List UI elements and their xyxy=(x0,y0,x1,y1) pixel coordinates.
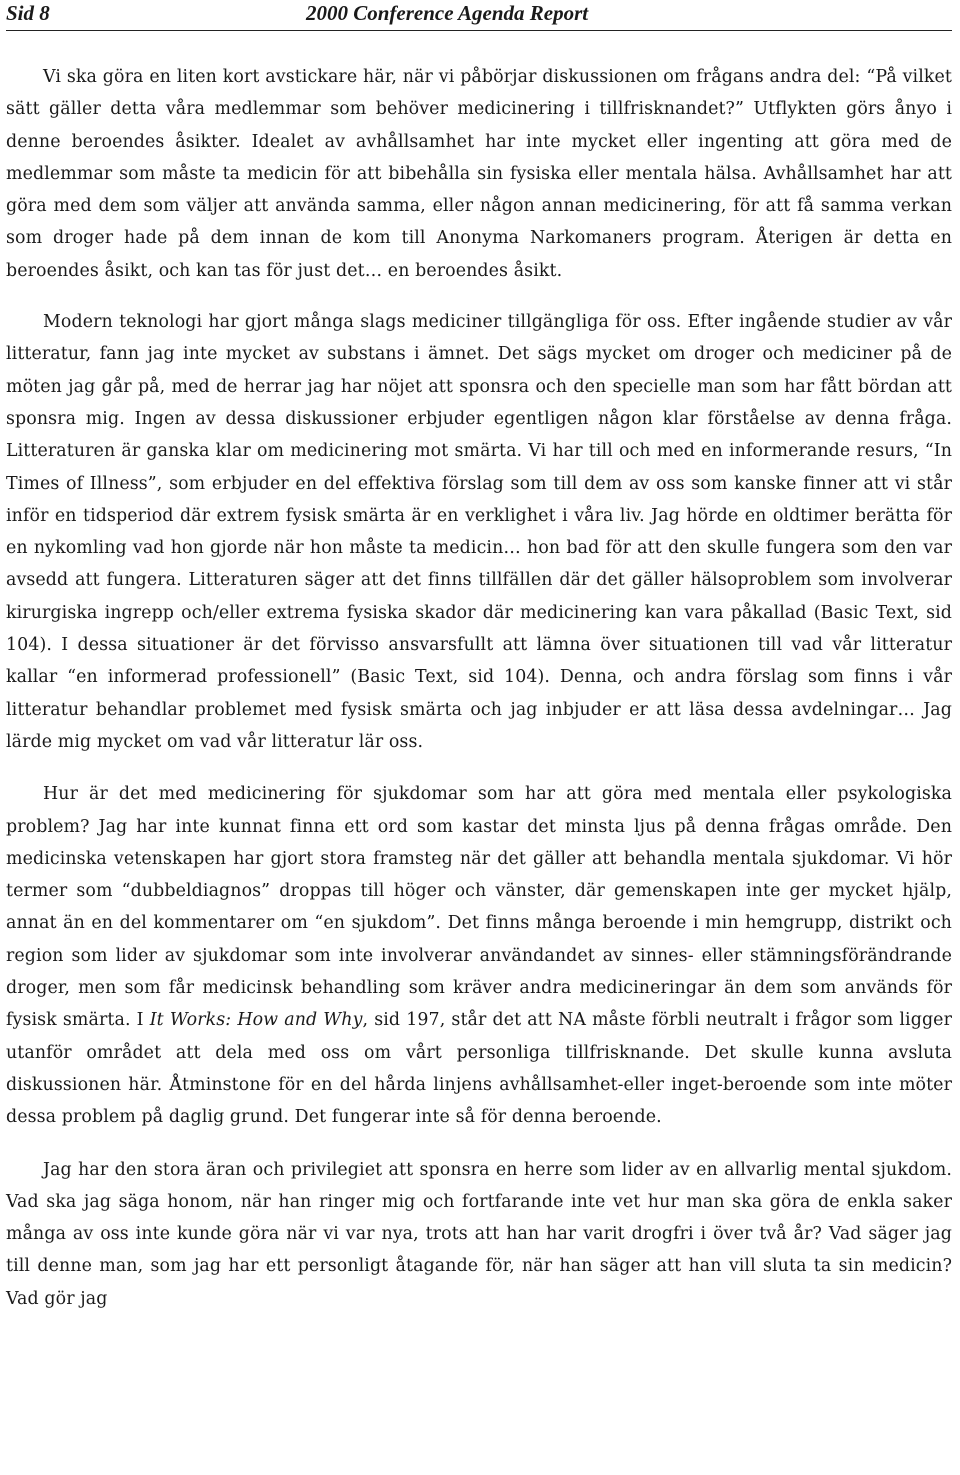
paragraph-3 xyxy=(6,778,952,1133)
page-header xyxy=(6,0,952,31)
paragraph-3-text-before: Hur är det med medicinering för sjukdomar som har att göra med mentala eller psykologiska problem? Jag har inte kunnat finna ett ord som kastar det minsta ljus på denna frågas område. Den medicinska vetenskapen har gjort stora framsteg när det gäller att behandla mentala sjukdomar. Vi hör termer som “dubbeldiagnos” droppas till höger och vänster, där gemenskapen inte ger mycket hjälp, annat än en del kommentarer om “en sjukdom”. Det finns många beroende i min hemgrupp, distrikt och region som lider av sjukdomar som inte involverar användandet av sinnes- eller stämningsförändrande droger, men som får medicinsk behandling som kräver andra medicineringar än dem som används för fysisk smärta. I xyxy=(6,784,952,1031)
paragraph-2: Modern teknologi har gjort många slags mediciner tillgängliga för oss. Efter ingående studier av vår litteratur, fann jag inte mycket av substans i ämnet. Det sägs mycket om droger och mediciner på de möten jag går på, med de herrar jag har nöjet att sponsra och den specielle man som har fått bördan att sponsra mig. Ingen av dessa diskussioner erbjuder egentligen någon klar förståelse av denna fråga. Litteraturen är ganska klar om medicinering mot smärta. Vi har till och med en informerande resurs, “In Times of Illness”, som erbjuder en del effektiva förslag som till dem av oss som kanske finner att vi står inför en tidsperiod där extrem fysisk smärta är en verklighet i våra liv. Jag hörde en oldtimer berätta för en nykomling vad hon gjorde när hon måste ta medicin… hon bad för att den skulle fungera som den var avsedd att fungera. Litteraturen säger att det finns tillfällen där det gäller hälsoproblem som involverar kirurgiska ingrepp och/eller extrema fysiska skador där medicinering kan vara påkallad (Basic Text, sid 104). I dessa situationer är det förvisso ansvarsfullt att lämna över situationen till vad vår litteratur kallar “en informerad professionell” (Basic Text, sid 104). Denna, och andra förslag som finns i vår litteratur behandlar problemet med fysisk smärta och jag inbjuder er att läsa dessa avdelningar… Jag lärde mig mycket om vad vår litteratur lär oss. xyxy=(6,312,952,752)
paragraph-4: Jag har den stora äran och privilegiet att sponsra en herre som lider av en allvarlig mental sjukdom. Vad ska jag säga honom, när han ringer mig och fortfarande inte vet hur man ska göra de enkla saker många av oss inte kunde göra när vi var nya, trots att han har varit drogfri i över två år? Vad säger jag till denne man, som jag har ett personligt åtagande för, när han säger att han vill sluta ta sin medicin? Vad gör jag xyxy=(6,1159,952,1309)
page-number: Sid 8 xyxy=(6,1,50,25)
report-title: 2000 Conference Agenda Report xyxy=(306,1,589,25)
article-body xyxy=(6,61,952,1315)
paragraph-1: Vi ska göra en liten kort avstickare här, när vi påbörjar diskussionen om frågans andra del: “På vilket sätt gäller detta våra medlemmar som behöver medicinering i tillfrisknandet?” Utflykten görs ånyo i denne beroendes åsikter. Idealet av avhållsamhet har inte mycket eller ingenting att göra med de medlemmar som måste ta medicin för att bibehålla sin fysiska eller mentala hälsa. Avhållsamhet har att göra med dem som väljer att använda samma, eller någon annan medicinering, för att få samma verkan som droger hade på dem innan de kom till Anonyma Narkomaners program. Återigen är detta en beroendes åsikt, och kan tas för just det… en beroendes åsikt. xyxy=(6,67,952,281)
book-title: It Works: How and Why xyxy=(149,1010,363,1031)
paragraph-3-text-after: , sid 197, står det att NA måste förbli neutralt i frågor som ligger utanför området att dela med oss om vårt personliga tillfrisknande. Det skulle kunna avsluta diskussionen här. Åtminstone för en del hårda linjens avhållsamhet-eller inget-beroende som inte möter dessa problem på daglig grund. Det fungerar inte så för denna beroende. xyxy=(6,1010,952,1128)
